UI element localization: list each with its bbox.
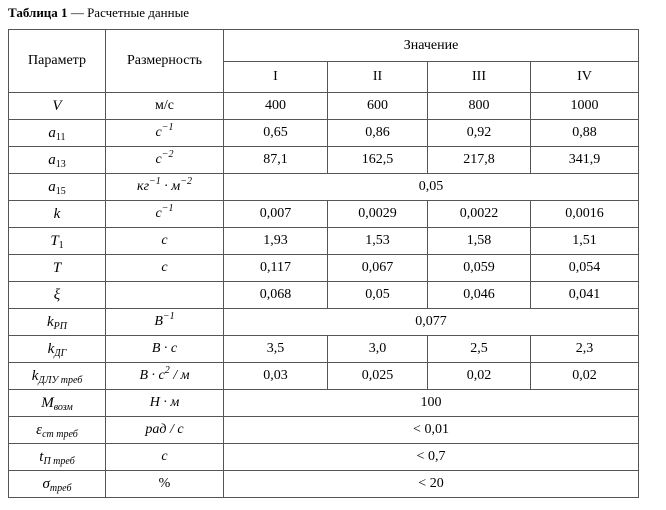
unit-text: с [161, 449, 168, 464]
unit-cell [106, 471, 224, 498]
value-cell: 600 [328, 93, 428, 120]
param-subscript: 11 [55, 131, 66, 143]
unit-text: с [161, 233, 168, 248]
value-cell: 0,05 [328, 282, 428, 309]
unit-cell [106, 336, 224, 363]
unit-text: рад / с [145, 422, 184, 437]
param-symbol: M [41, 394, 54, 411]
value-cell: 217,8 [428, 147, 531, 174]
unit-cell [106, 255, 224, 282]
value-cell: 1,58 [428, 228, 531, 255]
table-row [9, 228, 639, 255]
param-subscript: РП [53, 320, 67, 332]
table-caption-text: — Расчетные данные [67, 5, 190, 20]
table-row [9, 120, 639, 147]
table-row [9, 363, 639, 390]
unit-text: % [158, 476, 171, 491]
unit-exponent: −1 [161, 122, 174, 133]
header-col-1: I [224, 62, 328, 93]
value-cell-merged: < 0,01 [224, 417, 639, 444]
value-cell: 400 [224, 93, 328, 120]
value-cell: 0,65 [224, 120, 328, 147]
value-cell: 0,88 [531, 120, 639, 147]
unit-cell [106, 282, 224, 309]
header-col-3: III [428, 62, 531, 93]
unit-text: кг [137, 179, 150, 194]
value-cell: 0,0016 [531, 201, 639, 228]
value-cell: 0,02 [531, 363, 639, 390]
table-row [9, 444, 639, 471]
unit-exponent: −2 [161, 149, 174, 160]
value-cell: 162,5 [328, 147, 428, 174]
value-cell: 3,5 [224, 336, 328, 363]
param-symbol: T [52, 259, 62, 276]
value-cell: 0,0029 [328, 201, 428, 228]
unit-text: В · с [151, 341, 178, 356]
param-symbol: k [53, 205, 61, 222]
value-cell: 0,117 [224, 255, 328, 282]
param-symbol: T [50, 232, 59, 249]
value-cell: 0,059 [428, 255, 531, 282]
table-row [9, 336, 639, 363]
unit-cell [106, 444, 224, 471]
value-cell: 87,1 [224, 147, 328, 174]
table-row [9, 417, 639, 444]
unit-cell [106, 363, 224, 390]
param-symbol: k [47, 340, 55, 357]
unit-exponent: −1 [161, 203, 174, 214]
param-cell [9, 390, 106, 417]
table-row [9, 309, 639, 336]
param-symbol: a [48, 151, 56, 168]
value-cell: 1,93 [224, 228, 328, 255]
unit-cell [106, 417, 224, 444]
value-cell: 0,86 [328, 120, 428, 147]
param-subscript: ст треб [42, 428, 78, 440]
param-cell [9, 93, 106, 120]
value-cell: 3,0 [328, 336, 428, 363]
unit-text: В [154, 314, 163, 329]
unit-text: Н · м [149, 395, 180, 410]
param-cell [9, 201, 106, 228]
value-cell: 0,025 [328, 363, 428, 390]
table-row [9, 282, 639, 309]
param-cell [9, 147, 106, 174]
unit-exponent: 2 [164, 365, 170, 376]
table-row [9, 471, 639, 498]
unit-text: м/с [155, 98, 174, 113]
table-caption [8, 5, 189, 21]
param-cell [9, 120, 106, 147]
param-symbol: a [48, 124, 56, 141]
unit-text-2: · м [160, 179, 181, 194]
value-cell: 0,046 [428, 282, 531, 309]
value-cell: 0,03 [224, 363, 328, 390]
param-symbol: k [31, 367, 39, 384]
value-cell: 0,92 [428, 120, 531, 147]
param-symbol: ε [36, 421, 43, 438]
value-cell: 0,054 [531, 255, 639, 282]
value-cell-merged: 100 [224, 390, 639, 417]
header-unit: Размерность [106, 30, 224, 93]
unit-text: В · с [139, 368, 165, 383]
unit-cell [106, 147, 224, 174]
param-symbol: σ [42, 475, 50, 492]
table-caption-label: Таблица 1 [8, 5, 68, 20]
value-cell: 0,067 [328, 255, 428, 282]
value-cell: 1,51 [531, 228, 639, 255]
unit-text: с [161, 260, 168, 275]
value-cell: 800 [428, 93, 531, 120]
table-row [9, 390, 639, 417]
unit-cell [106, 120, 224, 147]
value-cell: 2,3 [531, 336, 639, 363]
unit-exponent: −1 [162, 311, 175, 322]
param-symbol: a [48, 178, 56, 195]
unit-text: с [155, 152, 162, 167]
header-param: Параметр [9, 30, 106, 93]
header-value: Значение [224, 30, 639, 62]
value-cell-merged: 0,05 [224, 174, 639, 201]
param-symbol: V [52, 97, 62, 114]
param-cell [9, 471, 106, 498]
param-subscript: возм [53, 401, 73, 413]
param-cell [9, 255, 106, 282]
header-col-2: II [328, 62, 428, 93]
unit-text: с [155, 206, 162, 221]
param-cell [9, 417, 106, 444]
header-col-4: IV [531, 62, 639, 93]
value-cell: 0,068 [224, 282, 328, 309]
param-cell [9, 444, 106, 471]
unit-cell [106, 309, 224, 336]
param-cell [9, 336, 106, 363]
unit-exponent-2: −2 [180, 176, 192, 187]
unit-text: с [155, 125, 162, 140]
param-cell [9, 228, 106, 255]
param-subscript: 1 [58, 239, 64, 251]
unit-cell [106, 228, 224, 255]
table-row [9, 201, 639, 228]
param-symbol: t [39, 448, 44, 465]
unit-text-2: / м [169, 368, 190, 383]
value-cell: 0,02 [428, 363, 531, 390]
param-subscript: треб [49, 482, 72, 494]
unit-cell [106, 93, 224, 120]
value-cell-merged: < 20 [224, 471, 639, 498]
value-cell-merged: < 0,7 [224, 444, 639, 471]
param-cell [9, 174, 106, 201]
param-cell [9, 282, 106, 309]
value-cell: 1,53 [328, 228, 428, 255]
table-row [9, 93, 639, 120]
value-cell: 0,007 [224, 201, 328, 228]
param-subscript: П треб [43, 455, 75, 467]
table-row [9, 255, 639, 282]
data-table [8, 29, 639, 498]
value-cell: 0,0022 [428, 201, 531, 228]
value-cell: 341,9 [531, 147, 639, 174]
param-symbol: ξ [53, 286, 61, 303]
table-row [9, 174, 639, 201]
value-cell: 1000 [531, 93, 639, 120]
unit-cell [106, 201, 224, 228]
param-subscript: 15 [55, 185, 66, 197]
param-subscript: ДГ [54, 347, 67, 359]
value-cell: 0,041 [531, 282, 639, 309]
param-cell [9, 363, 106, 390]
param-symbol: k [46, 313, 54, 330]
table-row [9, 147, 639, 174]
param-subscript: 13 [55, 158, 66, 170]
param-subscript: ДЛУ треб [38, 374, 83, 386]
unit-cell [106, 390, 224, 417]
param-cell [9, 309, 106, 336]
value-cell: 2,5 [428, 336, 531, 363]
value-cell-merged: 0,077 [224, 309, 639, 336]
unit-cell [106, 174, 224, 201]
unit-exponent: −1 [149, 176, 161, 187]
